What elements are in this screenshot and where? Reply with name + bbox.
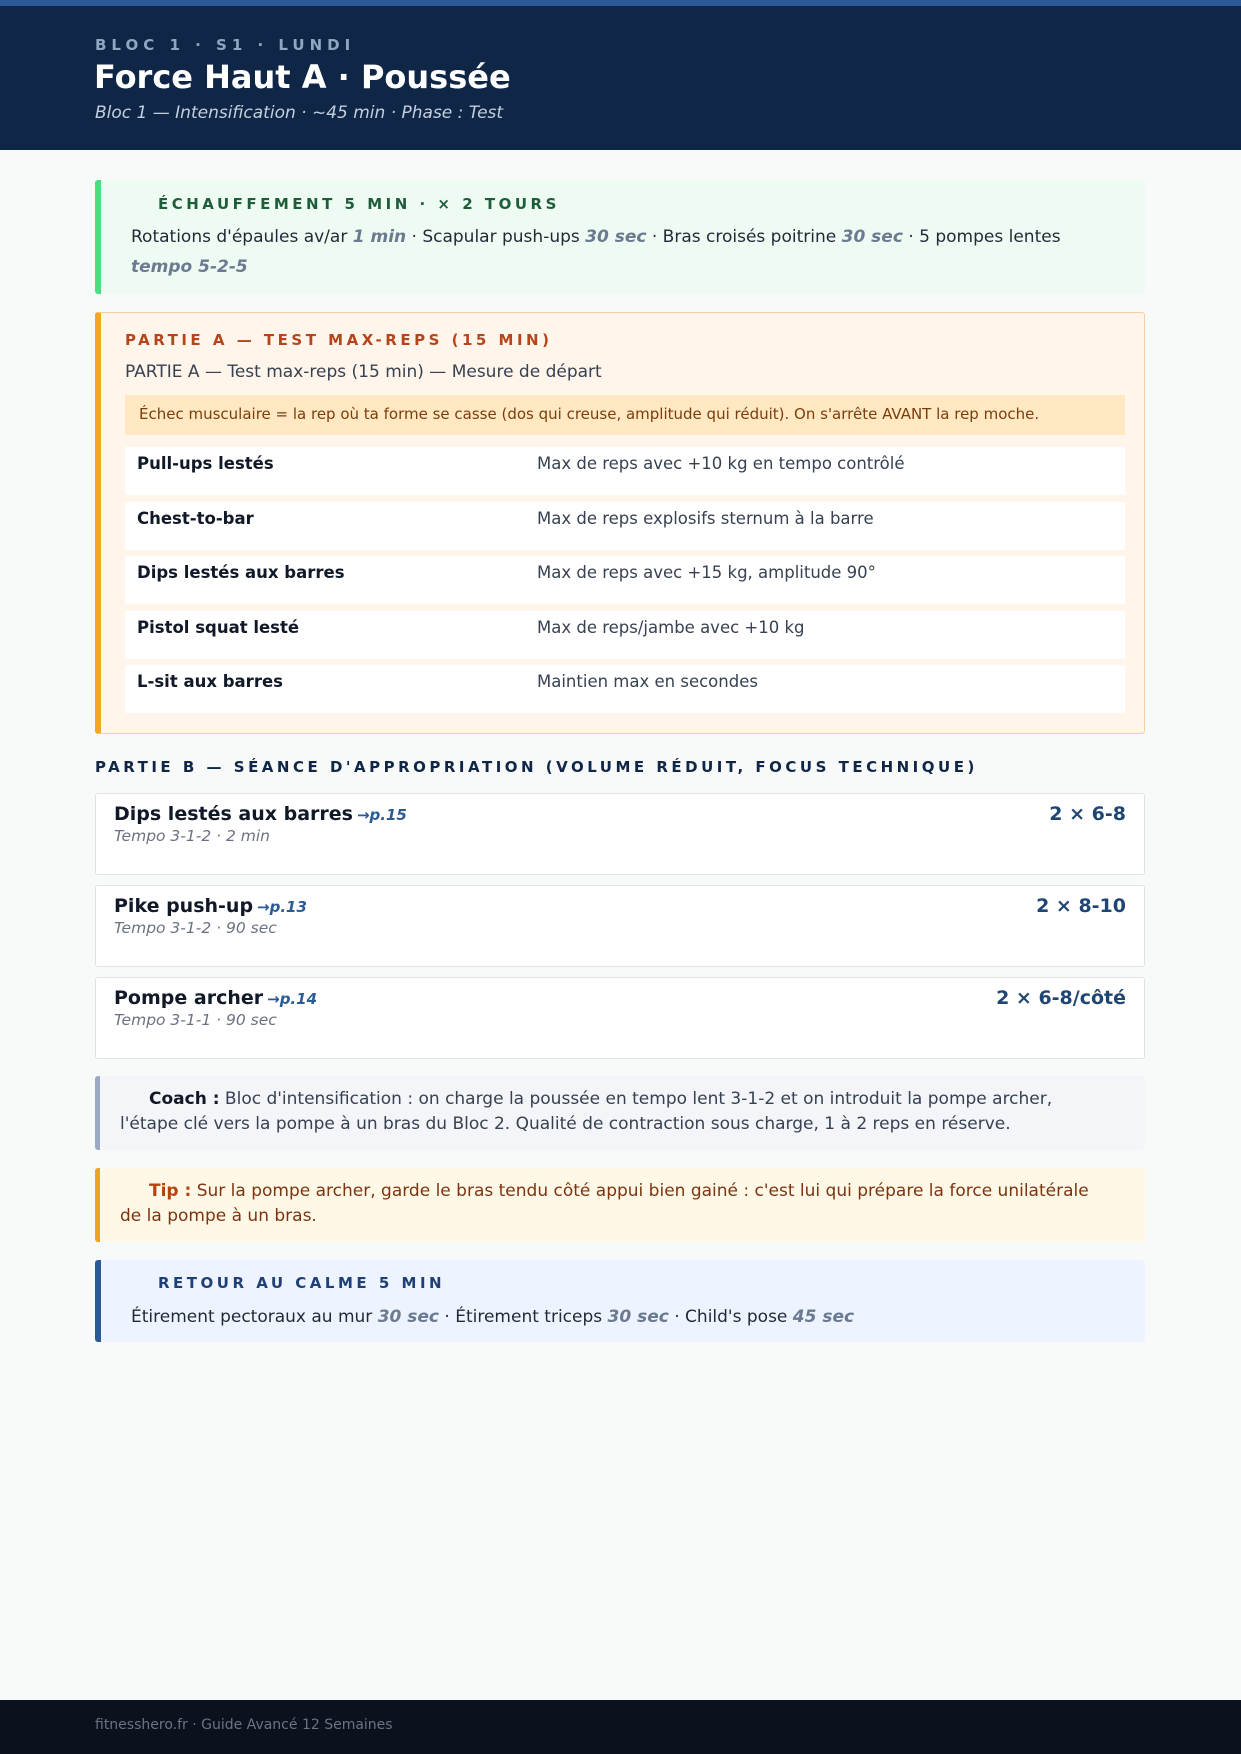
warmup-duration: 1 min [352, 227, 407, 247]
test-exercise-name: Dips lestés aux barres [137, 563, 345, 582]
exercise-title [114, 895, 307, 917]
page-reference-link[interactable]: →p.14 [267, 990, 318, 1008]
warmup-item: · 5 pompes lentes [902, 227, 1061, 247]
exercise-title [114, 803, 407, 825]
exercise-name: Dips lestés aux barres [114, 803, 353, 825]
warmup-duration: 30 sec [585, 227, 647, 247]
warmup-item: · Scapular push-ups [406, 227, 586, 247]
table-row [125, 556, 1125, 604]
exercise-card [95, 977, 1145, 1059]
coach-note-body: Bloc d'intensification : on charge la poussée en tempo lent 3-1-2 et on introduit la pompe archer, l'étape clé vers la pompe à un bras du Bloc 2. Qualité de contraction sous charge, 1 à 2 reps en réserve. [120, 1089, 1053, 1134]
warmup-item: · Bras croisés poitrine [646, 227, 842, 247]
tip-note-body: Sur la pompe archer, garde le bras tendu côté appui bien gainé : c'est lui qui prépare la force unilatérale de la pompe à un bras. [120, 1181, 1089, 1226]
part-b-label: PARTIE B — SÉANCE D'APPROPRIATION (VOLUME RÉDUIT, FOCUS TECHNIQUE) [95, 758, 978, 776]
coach-note [95, 1076, 1145, 1150]
cooldown-item: · Child's pose [668, 1307, 793, 1327]
test-exercise-name: Pistol squat lesté [137, 617, 300, 637]
cooldown-body [131, 1302, 854, 1332]
tip-note [95, 1168, 1145, 1242]
exercise-name: Pike push-up [114, 895, 254, 917]
test-table [125, 447, 1125, 720]
exercise-card [95, 885, 1145, 967]
part-a-label: PARTIE A — TEST MAX-REPS (15 MIN) [125, 331, 553, 349]
page-title: Force Haut A · Poussée [94, 58, 511, 96]
table-row [125, 665, 1125, 713]
exercise-title [114, 987, 317, 1009]
cooldown-section [95, 1260, 1145, 1342]
test-exercise-desc: Max de reps explosifs sternum à la barre [537, 508, 874, 528]
page-reference-link[interactable]: →p.15 [356, 806, 407, 824]
warmup-section [95, 180, 1145, 294]
tip-note-label: Tip : [149, 1181, 192, 1201]
warmup-item: Rotations d'épaules av/ar [131, 227, 353, 247]
coach-note-text [120, 1087, 1105, 1137]
cooldown-duration: 30 sec [607, 1307, 669, 1327]
exercise-sets: 2 × 8-10 [1036, 895, 1126, 917]
page-footer [0, 1700, 1241, 1754]
cooldown-item: Étirement pectoraux au mur [131, 1307, 378, 1327]
exercise-meta: Tempo 3-1-2 · 2 min [114, 827, 271, 845]
exercise-name: Pompe archer [114, 987, 264, 1009]
part-a-warning: Échec musculaire = la rep où ta forme se casse (dos qui creuse, amplitude qui réduit). On s'arrête AVANT la rep moche. [125, 395, 1125, 435]
table-row [125, 611, 1125, 659]
page-reference-link[interactable]: →p.13 [257, 898, 307, 916]
part-a-lead: PARTIE A — Test max-reps (15 min) — Mesure de départ [125, 362, 602, 382]
warmup-body [131, 222, 1105, 282]
page-header [0, 6, 1241, 150]
warmup-duration: tempo 5-2-5 [131, 257, 248, 277]
table-row [125, 502, 1125, 550]
page-subtitle: Bloc 1 — Intensification · ~45 min · Phase : Test [95, 103, 504, 123]
warmup-duration: 30 sec [841, 227, 903, 247]
cooldown-duration: 30 sec [377, 1307, 440, 1327]
warmup-label: ÉCHAUFFEMENT 5 MIN · × 2 TOURS [158, 195, 560, 213]
test-exercise-desc: Max de reps/jambe avec +10 kg [537, 617, 805, 637]
test-exercise-name: L-sit aux barres [137, 672, 283, 691]
test-exercise-desc: Maintien max en secondes [537, 672, 758, 691]
tip-note-text [120, 1179, 1105, 1229]
test-exercise-desc: Max de reps avec +15 kg, amplitude 90° [537, 563, 876, 582]
session-eyebrow: BLOC 1 · S1 · LUNDI [95, 36, 356, 54]
exercise-card [95, 793, 1145, 875]
cooldown-item: · Étirement triceps [439, 1307, 608, 1327]
part-a-section [95, 312, 1145, 734]
coach-note-label: Coach : [149, 1089, 220, 1109]
exercise-meta: Tempo 3-1-1 · 90 sec [114, 1011, 277, 1029]
test-exercise-name: Chest-to-bar [137, 508, 254, 528]
test-exercise-name: Pull-ups lestés [137, 454, 274, 473]
exercise-meta: Tempo 3-1-2 · 90 sec [114, 919, 277, 937]
cooldown-label: RETOUR AU CALME 5 MIN [158, 1274, 446, 1292]
test-exercise-desc: Max de reps avec +10 kg en tempo contrôlé [537, 454, 905, 473]
cooldown-duration: 45 sec [792, 1307, 855, 1327]
exercise-sets: 2 × 6-8 [1049, 803, 1126, 825]
footer-text: fitnesshero.fr · Guide Avancé 12 Semaines [95, 1717, 393, 1733]
table-row [125, 447, 1125, 495]
exercise-sets: 2 × 6-8/côté [996, 987, 1126, 1009]
